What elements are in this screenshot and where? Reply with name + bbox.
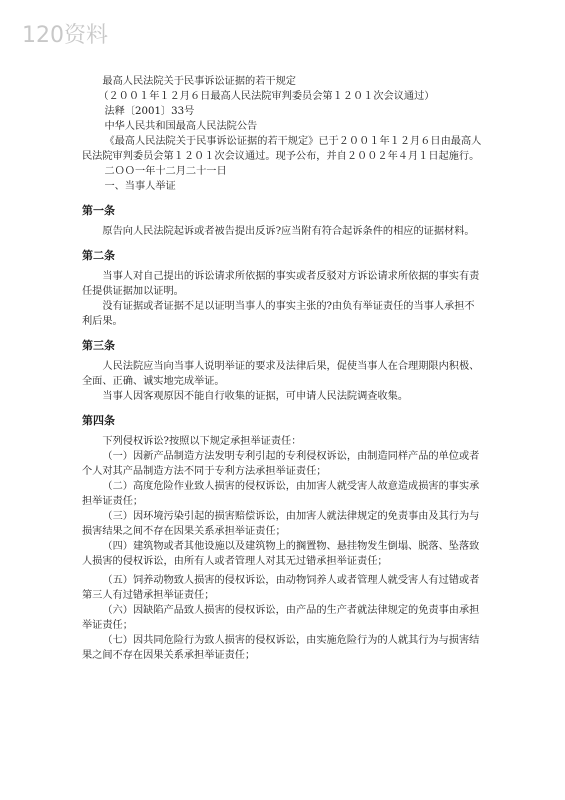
list-item: （六）因缺陷产品致人损害的侵权诉讼，由产品的生产者就法律规定的免责事由承担举证责任； xyxy=(82,605,480,631)
article-heading: 第二条 xyxy=(82,249,115,262)
article-paragraph: 没有证据或者证据不足以证明当事人的事实主张的?由负有举证责任的当事人承担不利后果。 xyxy=(82,301,475,327)
article-heading: 第一条 xyxy=(82,204,115,217)
announcement: 中华人民共和国最高人民法院公告 xyxy=(104,121,258,132)
article-paragraph: 原告向人民法院起诉或者被告提出反诉?应当附有符合起诉条件的相应的证据材料。 xyxy=(102,226,475,237)
article-heading: 第四条 xyxy=(82,414,115,427)
list-item: （一）因新产品制造方法发明专利引起的专利侵权诉讼，由制造同样产品的单位或者个人对其产品制造方法不同于专利方法承担举证责任； xyxy=(82,451,480,477)
promulgation-text: 《最高人民法院关于民事诉讼证据的若干规定》已于２００１年１２月６日由最高人民法院审判委员会第１２０１次会议通过。现予公布，并自２００２年４月１日起施行。 xyxy=(82,136,482,162)
document-body xyxy=(82,74,484,663)
list-item: （七）因共同危险行为致人损害的侵权诉讼，由实施危险行为的人就其行为与损害结果之间不存在因果关系承担举证责任； xyxy=(82,635,480,661)
list-item: （三）因环境污染引起的损害赔偿诉讼，由加害人就法律规定的免责事由及其行为与损害结果之间不存在因果关系承担举证责任； xyxy=(82,511,480,537)
list-item: （四）建筑物或者其他设施以及建筑物上的搁置物、悬挂物发生倒塌、脱落、坠落致人损害的侵权诉讼，由所有人或者管理人对其无过错承担举证责任； xyxy=(82,541,480,567)
article-paragraph: 人民法院应当向当事人说明举证的要求及法律后果，促使当事人在合理期限内积极、全面、正确、诚实地完成举证。 xyxy=(82,361,480,387)
list-item: （二）高度危险作业致人损害的侵权诉讼，由加害人就受害人故意造成损害的事实承担举证责任； xyxy=(82,481,480,507)
article-intro: 下列侵权诉讼?按照以下规定承担举证责任： xyxy=(102,436,302,447)
article-heading: 第三条 xyxy=(82,339,115,352)
section-title: 一、当事人举证 xyxy=(104,181,176,192)
document-title: 最高人民法院关于民事诉讼证据的若干规定 xyxy=(102,76,296,87)
date-line: 二ＯＯ一年十二月二十一日 xyxy=(104,166,227,177)
doc-number: 法释〔2001〕33号 xyxy=(104,106,195,117)
article-paragraph: 当事人因客观原因不能自行收集的证据，可申请人民法院调查收集。 xyxy=(102,391,409,402)
watermark-logo: 120资料 xyxy=(22,23,108,48)
article-paragraph: 当事人对自己提出的诉讼请求所依据的事实或者反驳对方诉讼请求所依据的事实有责任提供证据加以证明。 xyxy=(82,271,480,297)
list-item: （五）饲养动物致人损害的侵权诉讼，由动物饲养人或者管理人就受害人有过错或者第三人有过错承担举证责任； xyxy=(82,575,480,601)
passed-note: （２００１年１２月６日最高人民法院审判委员会第１２０１次会议通过） xyxy=(98,91,435,102)
